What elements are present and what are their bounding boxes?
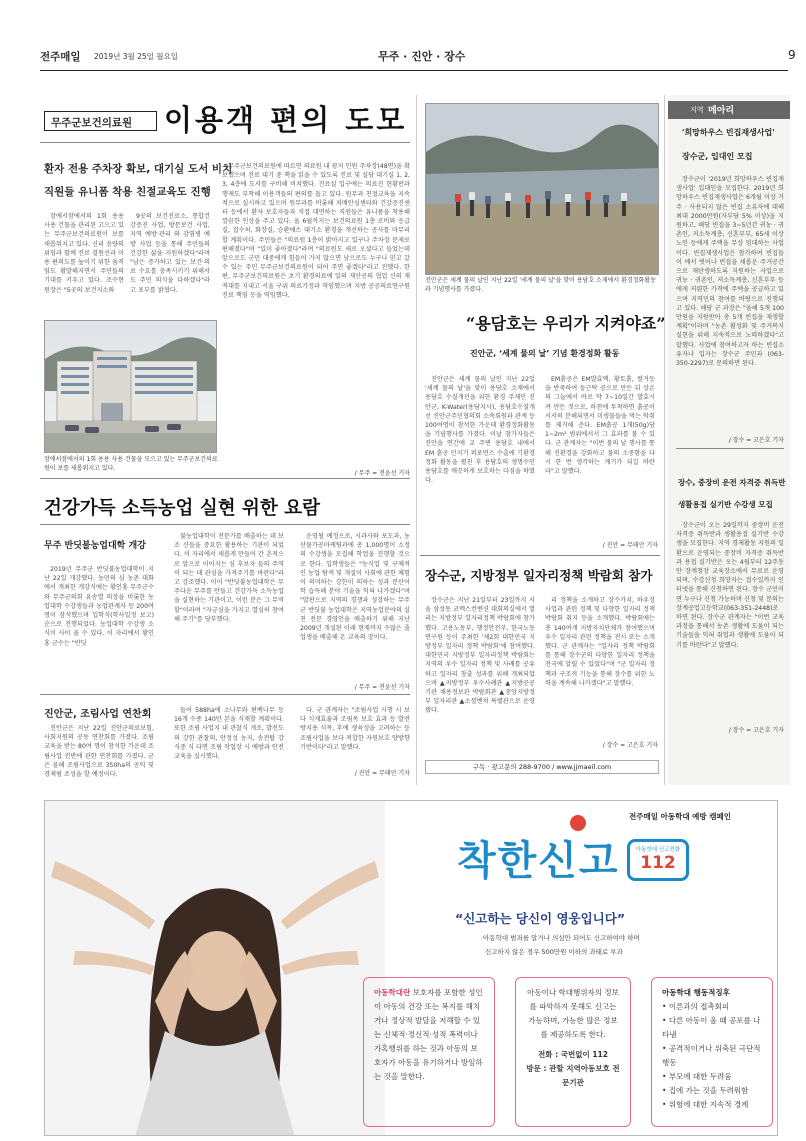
article2-col1-text: 진안군은 세계 물의 날인 지난 22일 '세계 물의 날'을 맞이 용담호 소재에서 용담호 수질개선을 위한 환경 주제인 진안군, K-Water(용담지사), 용담호수질개선 진안군주민협의회 소속회원과 관계 등 100여명이 참석한 가운데 환경정화활동을 기념행사를 가졌다. 이날 참가자들은 진안을 연간에 교 주변 용담호 내에서 EM 흙공 던지기 퍼포먼스 수출에 기환경정화 활동을 펼친 후 용담호의 생명수인 용담호를 깨끗하게 보호하는 다짐을 하였다. <box>425 376 535 485</box>
sidebar-divider <box>676 448 784 449</box>
article3-col3-text: 운영될 예정으로, 시과사와 포도과, 농산물가공마케팅과에 총 1,000명이 소정의 수강생을 모집해 학업을 진행할 것으로 한다. 입학생들은 "농식업 및 구체적인 농업 탐색 및 개설이 사회에 관한 체험이 의미하는 강한이 의하는 성과 분산이 학 습득해 분야 기술을 익혀 나가겠다"며 "발판으로 지역의 경쟁과 성장하는 무주군 반딧불 농업대학은 지역농업분야의 실천 전문 경영인을 배출하기 위해 지난 2009년 개설된 이래 현재까지 수많은 졸업생을 배출해 온 교육의 장이다. <box>300 533 410 642</box>
column-divider-2 <box>664 95 665 785</box>
article3-rule <box>40 524 410 525</box>
ad-box1-title: 아동학대란 <box>374 988 411 997</box>
article3-col1-text: 2019년 무주군 반딧불농업대학이 지난 22일 개강했다. 농민의 심 농촌 대화에서 개최한 개강식에는 황인홍 무주군수와 무주군의회 유송열 의장을 비롯한 농업대학 수강생들과 농업관계자 등 200여 명이 참석했으며 입학식(학사일정 보고) 순으로 진행되었다. 농업대학 수강생 소식이 사이 울 수 있다. 이 자리에서 황인홍 군수는 "반딧 <box>44 566 154 647</box>
article5-col2-text: 리 정책을 소개하고 장수가치, 하우징 사업과 관련 정책 및 다양한 일자리 정책 박람회 취지 등을 소개했다. 박람회에는 총 140여개 지방자치단체가 참여했으며 우수 일자리 관련 정책을 전시 또는 소개했다. 군 관계자는 "일자리 정책 박람회를 통해 장수군의 다양한 일자리 정책을 전국에 알릴 수 있었다"며 "군 일자리 정책과 구조적 기능을 통해 장수를 위한 노력을 계속해 나가겠다"고 말했다. <box>545 597 655 687</box>
article1-kicker: 무주군보건의료원 <box>44 111 157 131</box>
ad-112-badge <box>627 839 689 881</box>
article2-subhead: 진안군, ‘세계 물의 날’ 기념 환경정화 활동 <box>470 349 620 358</box>
article2-col1 <box>425 375 535 535</box>
article4-byline: / 진안 = 무태안 기자 <box>354 770 410 777</box>
ad-badge-number: 112 <box>640 853 676 873</box>
article1-rule <box>40 142 410 143</box>
ad-box1-body: 보호자를 포함한 성인이 아동의 건강 또는 복지를 해치거나 정상적 발달을 저해할 수 있는 신체적·정신적·성적 폭력이나 가혹행위를 하는 것과 아동의 보호자가 아동을 유기하거나 방임하는 것을 말한다. <box>374 988 483 1081</box>
article3-col1 <box>44 565 154 690</box>
issue-date: 2019년 3월 25일 월요일 <box>94 52 179 61</box>
ad-badge-label: 아동학대 신고전화 <box>635 847 681 853</box>
section-title: 무주 · 진안 · 장수 <box>378 50 466 63</box>
article4-col2 <box>174 706 284 782</box>
article4-col3-text: 다. 군 관계자는 "조림사업 시행 시 보다 식재효율과 조림목 보호 효과 등 발전 방지용 식목, 후에 생육성을 고려하는 등 조림사업을 보다 적합한 자원보호 양방향 기반이다"라고 말했다. <box>300 707 410 751</box>
article5-col2 <box>545 596 655 736</box>
sidebar-item1-byline: / 장수 = 고은호 기자 <box>728 437 784 444</box>
page-number: 9 <box>788 48 796 62</box>
article3-col2-text: 불농업대학이 전문가를 배출하는 데 보조 신들을 중요한 활용하는 기관이 되었다. 이 자리에서 새롭게 만들어 간 흔적으로 앞으로 이어지는 심 후보자 들의 주역이 되는 데 관심을 가져주기를 바란다"라고 강조했다. 이어 "반딧불농업대학은 무주다운 무주를 만들고 건강가득 소득농업을 실현하는 기관이고, 이런 분은 그 무역할"이라며 "자긍심을 가지고 열심히 참여해 주기"를 당부했다. <box>174 533 284 623</box>
article2-photo-caption: 진안군은 세계 물의 날인 지난 22일 '세계 물의 날'을 맞이 용담호 소재에서 환경정화활동과 기념행사를 가졌다. <box>425 277 656 293</box>
ad-box1-text <box>374 986 484 1084</box>
ad-intro-line2: 신고하지 않은 경우 500만원 이하의 과태료 부과 <box>485 948 623 956</box>
article1-bottom-rule <box>40 478 410 479</box>
article5-col1 <box>425 596 535 766</box>
article4-col1-text: 진안군은 지난 22일 진안군의료보험, 사회지원의 공동 연찬회를 가졌다. 조림 교육을 받는 80여 명이 참석한 가운데 조림사업 전반에 관한 연찬회를 가졌다. 군은 올해 조림사업으로 350ha의 공익 및 경제림 조성을 할 예정이다. <box>44 725 154 779</box>
article1-col3 <box>222 162 410 462</box>
ad-box2-contact2: 방문 : 관할 지역아동보호 전문기관 <box>526 1064 620 1087</box>
article1-col2-text: 9곳의 보건진료소, 통합건강증진 사업, 방문보건 사업, 지역 예방·관리 와 감염병 예방 사업 등을 통해 주민들의 건강한 삶을 지원하겠다"라며 "남은 증가하고 있는 보건·의료 수요를 충족시키기 위해서도 주민 의식을 다하겠다"라고 포부를 밝혔다. <box>130 213 210 294</box>
article3-headline: 건강가득 소득농업 실현 위한 요람 <box>44 498 320 519</box>
ad-main-slogan: 착한신고 <box>457 838 620 884</box>
ad-box3-item-5: • 위험에 대한 지속적 경계 <box>662 1100 749 1109</box>
siren-icon <box>570 815 586 831</box>
ad-tagline: “신고하는 당신이 영웅입니다” <box>455 911 626 926</box>
article5-headline: 장수군, 지방정부 일자리정책 박람회 참가 <box>425 568 653 583</box>
sidebar-item1-text: 장수군이 '2019년 희망하우스 빈집재생사업' 입대인을 모집한다. 2019년 희망하우스 빈집재생사업은 6개월 이상 거주 · 사용되지 않은 빈집 소유자에 대해 최대 2000만원(자부담 5% 이상)을 지원하고, 해당 빈집을 3~5년간 귀농 · 귀촌인, 저소득계층, 신혼부부, 65세 이상 노인 등에게 주택을 무상 임대하는 사업이다. 빈집재생사업은 참가하여 빈집들이 에서 벗어나 빈집을 새롭운 주거공간으로 재탄생하도록 지원하는 사업으로 귀농 · 귀촌인, 저소득계층, 신혼부부 등 에게 저렴한 가격에 주택을 공급하고 있으며 지역민의 참여를 바탕으로 진행되고 있다. 해당 군 과장은 "올해 5개 100만원을 지원받아 총 5개 빈집을 재생할 계획"이라며 "농촌 활성화 및 주거복지 실현을 위해 지속적으로 노력하겠다"고 말했다. 사업에 참여하고자 하는 빈집소유자나 입자는 장수군 주민과 (063-350-2297)로 문의하면 된다. <box>676 176 784 368</box>
column-divider-1 <box>416 95 417 785</box>
article5-byline: / 장수 = 고은호 기자 <box>602 742 658 749</box>
sidebar-section-label: 지역 <box>690 106 704 114</box>
article1-headline: 이용객 편의 도모 <box>164 103 408 137</box>
article3-col3 <box>300 532 410 677</box>
article1-col1-text: 잠에서잠에서의 1회 용용 사용 건물을 관리된 고으고 있는 무주군보건의료원이 보를 새롭워지고 있다. 신리 음량의 위임과 함께 진료 결원선과 이용 편의도를 높이기 위한 움직임도 활발해지면서 주민들의 기대를 키우고 있다. 조수현 원장은 "5곳의 보건지소와 <box>44 213 124 294</box>
ad-box3-item-4: • 집에 가는 것을 두려워함 <box>662 1086 749 1095</box>
ad-box3-item-1: • 다른 아동이 울 때 공포를 나타냄 <box>662 1016 761 1039</box>
ad-illustration <box>45 801 385 1136</box>
sidebar-item2-headline1: 장수, 중장비 운전 자격증 취득반 <box>678 478 786 487</box>
article5-col1-text: 장수군은 지난 21일부터 23일까지 서울 삼성동 코엑스컨벤션 대회의실에서 열리는 지방정부 일자리정책 박람회에 참가했다. 고용노동부, 행정안전부, 한국노동연구원 등이 주최한 '제2회 대한민국 지방정부 일자리 정책 박람회'에 참여했다. 대한민국 지방정부 일자리정책 박람회는 지역의 우수 일자리 정책 및 사례를 공유하고 일자리 창출 성과를 위해 개최되었으며 ▲지방정부 우수사례관 ▲지방공공기관 채용정보관 박람회관 ▲중앙지방정부 일자리관 ▲소셜벤처 특별관으로 운영됐다. <box>425 597 535 715</box>
ad-box3-item-3: • 부모에 대한 두려움 <box>662 1072 732 1081</box>
ad-box3-title: 아동학대 행동적징후 <box>662 988 730 997</box>
ad-campaign-label: 전주매일 아동학대 예방 캠페인 <box>629 812 732 821</box>
subscription-bar <box>425 760 659 774</box>
sidebar-item2-text: 장수군이 오는 29일까지 중장비 운전 자격증 취득반과 생활용접 실기반 수강생을 모집한다. 지역 경제활동 지원의 일환으로 운영되는 중장비 자격증 취득반과 용접 실기반은 오는 4월부터 12주동안 장계청장 교육장소에서 무료로 운영되며, 수강신청 희망자는 접수일까지 인터넷을 통해 신청하면 된다. 장수 군민이면 누구나 신청 가능하며 신청 및 문의는 장계공업고등학교(063-351-2448)로 하면 된다. 장수군 관계자는 "이번 교육 과정을 통해서 농촌 생활에 도움이 되는 기술들을 익혀 취업과 생활에 도움이 되기를 바란다"고 말했다. <box>676 522 784 649</box>
article1-photo-caption: 잠에서잠에서의 1회 용용 사용 건물을 모으고 있는 무주군보건의료원이 보를 새롭워지고 있다. <box>44 456 218 472</box>
ad-box2-body: 아동이나 학대행위자의 정보를 파악하지 못해도 신고는 가능하며, 가능한 많은 정보를 제공하도록 한다. <box>527 988 619 1039</box>
sidebar-item2-headline2: 생활용접 실기반 수강생 모집 <box>678 500 773 509</box>
article3-subhead: 무주 반딧불농업대학 개강 <box>44 541 146 551</box>
article2-col2 <box>545 375 655 535</box>
ad-box3-item-2: • 공격적이거나 위축된 극단적 행동 <box>662 1044 761 1067</box>
sidebar-section-title: 메아리 <box>708 106 735 116</box>
article4-headline: 진안군, 조림사업 연찬회 <box>44 709 152 720</box>
article1-subhead2: 직원들 유니폼 착용 친절교육도 진행 <box>44 186 211 198</box>
article4-col1 <box>44 724 154 782</box>
article3-bottom-rule <box>40 694 410 695</box>
sidebar <box>668 95 790 785</box>
sidebar-item1-subhead: 장수군, 입대인 모집 <box>682 152 753 161</box>
riverside-cleanup-photo <box>425 103 659 275</box>
article1-subhead1: 환자 전용 주차장 확보, 대기실 도서 비치 <box>44 163 233 175</box>
article1-col3-text: 무주군보건의료원에 따르면 의료원 내 광지 인원 주차장(48면)을 확보했으며 진료 대기 중 책을 읽을 수 있도록 진료 및 실당 대기실 1, 2, 3, 4층에 도서를 구비해 비치했다. 진료실 입구에는 의료진 현황판과 행제도 부착해 이용객들의 편의를 돕고 있다. 원무과 친절교육을 지속적으로 실시하고 있으며 원무과를 비롯해 치매안심센터와 건강증진센터 등에서 환자 보호자들과 직접 대면하는 직원들은 유니폼을 착용해 깔끔한 인상을 주고 있다. 올 6월까지는 보건의료원 1층 로비와 응급실, 접수처, 화장실, 승환에스 대기소 환경을 개선하는 공사를 마무리할 계획이다. 주민들은 "의료원 1층이 밝아지고 있구나 주차장 문제로 편해졌다"며 "있이 좋아졌다"라며 "의료원도 새로 오셨다고 들었는데 앞으로도 군민 대중에게 힘들어 가지 않으면 남으로도 누구나 믿고 갈 수 있는 주민 무주군보건의료원이 되어 주면 좋겠다"라고 전했다. 한편, 무주군보건의료원은 초기 환경의료에 일의 재산공의 협업 신의 재 적대를 지내고 서울 구위 의료가정과 역임했으며 지방 공공의료연구원 진료 책임 등을 역임했다. <box>222 163 410 299</box>
ad-info-box-definition <box>363 977 495 1127</box>
article1-col1 <box>44 212 124 318</box>
hospital-building-photo <box>44 320 217 453</box>
article1-byline: / 무주 = 전윤선 기자 <box>354 470 410 477</box>
sidebar-item2-body <box>676 521 784 716</box>
article2-headline: “용담호는 우리가 지켜야죠” <box>466 314 666 333</box>
ad-panel <box>44 800 778 1136</box>
ad-info-box-report <box>515 977 631 1127</box>
article4-col3 <box>300 706 410 762</box>
ad-intro-line1: 아동학대 범죄를 알거나 의심만 되어도 신고하여야 하며 <box>483 934 640 942</box>
subscription-text: 구독 · 광고문의 288-9700 / www.jjmaeil.com <box>472 763 612 771</box>
sidebar-item2-byline: / 장수 = 고은호 기자 <box>728 727 784 734</box>
ad-box3-item-0: • 이른과의 접촉회피 <box>662 1002 730 1011</box>
article3-col2 <box>174 532 284 687</box>
article1-col2 <box>130 212 210 318</box>
ad-box2-contact1: 전화 : 국번없이 112 <box>538 1050 608 1059</box>
article4-col2-text: 들어 588ha에 소나무와 편백나무 등 16개 수종 140만 본을 식재할 계획이다. 또한 조림 사업지 내 관찰식 개조, 발전도의 강한 관찰의, 안정성 농지, 송전탑 강식중 식 다면 조림 작업장 시 예방과 안전교육을 실시했다. <box>174 707 284 761</box>
sidebar-item1-body <box>676 175 784 425</box>
article2-byline: / 진안 = 무태안 기자 <box>602 542 658 549</box>
article5-top-rule <box>420 555 660 556</box>
article3-byline: / 무주 = 전윤선 기자 <box>354 684 410 691</box>
ad-info-box-signs <box>651 977 773 1127</box>
masthead <box>28 44 796 68</box>
article2-col2-text: EM흙공은 EM발효액, 황토흙, 쌀겨등을 반죽하여 둥근탁 공으로 만든 뒤 상온의 그늘에서 바로 약 7~10일간 발효시켜 만든 것으로, 하천에 투척하면 흙공이 서서히 분해되면서 미생물들을 먹는 악취를 제거해 준다. EM흙공 1개(50g)당 1~2m² 범위에서서 그 효과를 볼 수 있다. 군 관계자는 "이번 물의 날 행사를 통해 진환경을 강화하고 물의 소중함을 다시 한 번 생각하는 계기가 되길 바란다"고 말했다. <box>545 376 655 476</box>
paper-name: 전주매일 <box>40 51 81 63</box>
sidebar-item1-headline: '희망하우스 빈집재생사업' <box>682 128 775 137</box>
masthead-rule <box>40 70 788 71</box>
